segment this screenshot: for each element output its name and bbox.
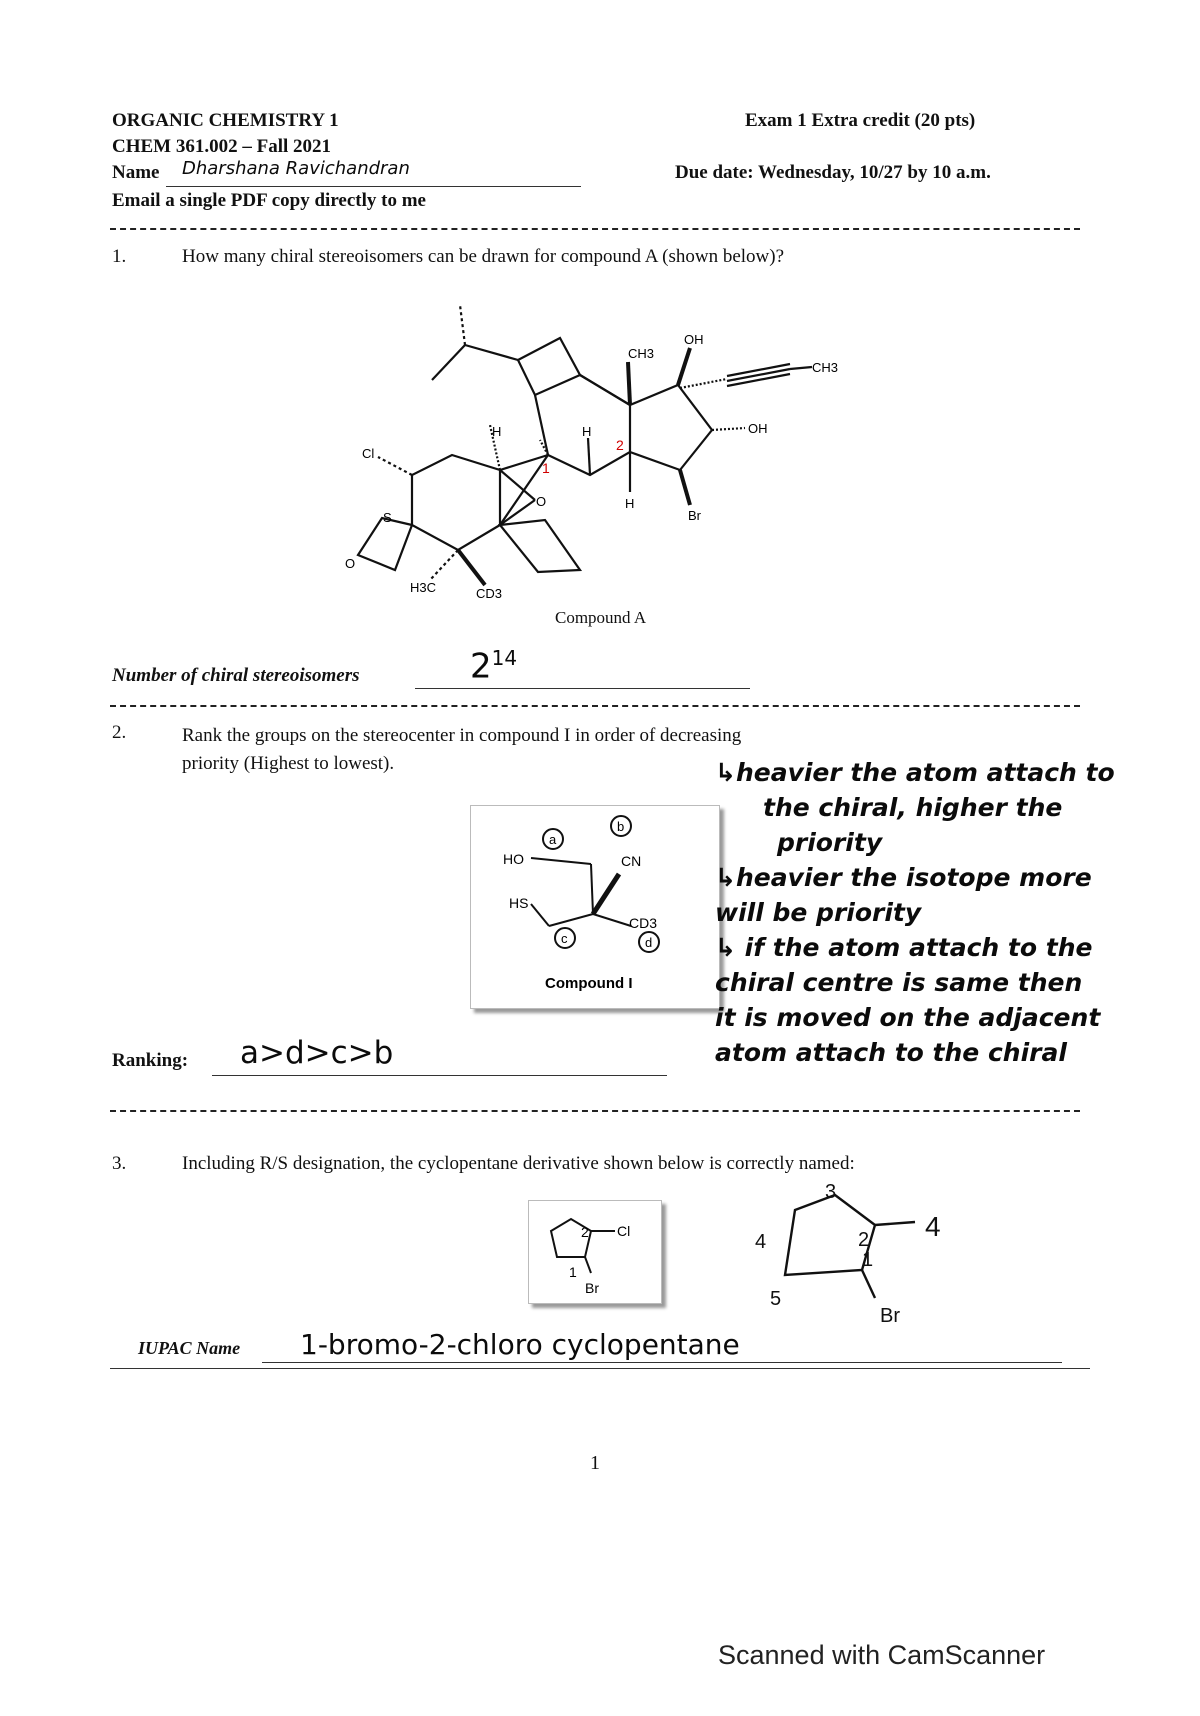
iupac-answer: 1-bromo-2-chloro cyclopentane	[300, 1328, 740, 1361]
note-line: ↳heavier the isotope more	[715, 863, 1092, 892]
q3-question: Including R/S designation, the cyclopentane derivative shown below is correctly named:	[182, 1153, 855, 1174]
ch3-top-label: CH3	[628, 346, 655, 361]
h-left-label: H	[492, 424, 502, 439]
note-line: priority	[777, 828, 883, 857]
stereocenter-1-label: 1	[542, 460, 550, 476]
scanner-watermark: Scanned with CamScanner	[718, 1640, 1046, 1670]
sketch-label-3: 3	[825, 1181, 837, 1203]
note-line: the chiral, higher the	[763, 793, 1063, 822]
divider	[110, 228, 1080, 230]
q3-number: 3.	[112, 1153, 127, 1174]
course-section: CHEM 361.002 – Fall 2021	[112, 136, 332, 157]
circle-c-label: c	[561, 931, 568, 946]
handwritten-notes	[715, 755, 1115, 1070]
cd3-label: CD3	[476, 586, 503, 601]
ho-label: HO	[503, 851, 524, 867]
q1-answer: $2^{14}$	[470, 646, 518, 687]
cl-label: Cl	[617, 1223, 631, 1239]
sketch-label-4: 4	[755, 1231, 767, 1253]
q2-number: 2.	[112, 722, 127, 743]
iupac-label: IUPAC Name	[138, 1338, 241, 1358]
note-line: atom attach to the chiral	[715, 1038, 1067, 1067]
cyclopentane-box	[528, 1200, 662, 1304]
stereocenter-2-label: 2	[616, 437, 624, 453]
cl-label: Cl	[362, 446, 375, 461]
br-label: Br	[585, 1280, 599, 1296]
note-line: will be priority	[715, 898, 922, 927]
sketch-label-4b: 4	[925, 1211, 941, 1242]
circle-a-label: a	[549, 832, 557, 847]
q1-answer-line	[415, 688, 750, 689]
o-ring-label: O	[345, 556, 356, 571]
email-note: Email a single PDF copy directly to me	[112, 190, 426, 211]
sketch-label-br: Br	[880, 1305, 900, 1327]
note-line: it is moved on the adjacent	[715, 1003, 1101, 1032]
note-line: ↳heavier the atom attach to	[715, 758, 1115, 787]
q1-answer-label: Number of chiral stereoisomers	[112, 665, 360, 686]
note-line: ↳ if the atom attach to the	[715, 933, 1093, 962]
note-line: chiral centre is same then	[715, 968, 1083, 997]
sketch-label-2: 2	[858, 1229, 870, 1251]
ch3-alkyne-label: CH3	[812, 360, 839, 375]
q1-number: 1.	[112, 246, 127, 267]
page-number: 1	[590, 1452, 600, 1474]
q2-question: Rank the groups on the stereocenter in compound I in order of decreasing priority (Highest to lowest).	[182, 725, 742, 774]
name-label: Name	[112, 162, 160, 183]
cn-label: CN	[621, 853, 642, 869]
sketch-label-1: 1	[862, 1249, 874, 1271]
divider	[110, 1110, 1080, 1112]
compound-i-box	[470, 805, 720, 1009]
cd3-label: CD3	[629, 915, 658, 931]
oh-top-label: OH	[684, 332, 704, 347]
compound-a-caption: Compound A	[555, 608, 647, 627]
circle-b-label: b	[617, 819, 625, 834]
compound-i-structure	[471, 806, 719, 1008]
course-title: ORGANIC CHEMISTRY 1	[112, 110, 339, 131]
circle-d-label: d	[645, 935, 653, 950]
q1-question: How many chiral stereoisomers can be drawn for compound A (shown below)?	[182, 246, 785, 267]
due-date: Due date: Wednesday, 10/27 by 10 a.m.	[675, 162, 991, 183]
divider	[110, 705, 1080, 707]
position-2-label: 2	[581, 1224, 589, 1240]
o-epoxide-label: O	[536, 494, 547, 509]
ranking-answer: a>d>c>b	[240, 1035, 394, 1071]
h-low-label: H	[625, 496, 635, 511]
oh-right-label: OH	[748, 421, 768, 436]
s-label: S	[383, 510, 392, 525]
ranking-label: Ranking:	[112, 1050, 189, 1071]
sketch-label-5: 5	[770, 1288, 782, 1310]
cyclopentane-structure	[529, 1201, 661, 1303]
iupac-line	[262, 1362, 1062, 1363]
position-1-label: 1	[569, 1264, 577, 1280]
handwritten-sketch	[740, 1180, 960, 1335]
student-name: Dharshana Ravichandran	[182, 158, 410, 179]
section-underline	[110, 1368, 1090, 1369]
exam-title: Exam 1 Extra credit (20 pts)	[745, 110, 976, 131]
h3c-label: H3C	[410, 580, 437, 595]
hs-label: HS	[509, 895, 529, 911]
ranking-line	[212, 1075, 667, 1076]
h-mid-label: H	[582, 424, 592, 439]
compound-i-caption: Compound I	[545, 975, 633, 992]
br-label: Br	[688, 508, 701, 523]
name-line	[166, 186, 581, 187]
compound-a-structure	[340, 285, 860, 625]
